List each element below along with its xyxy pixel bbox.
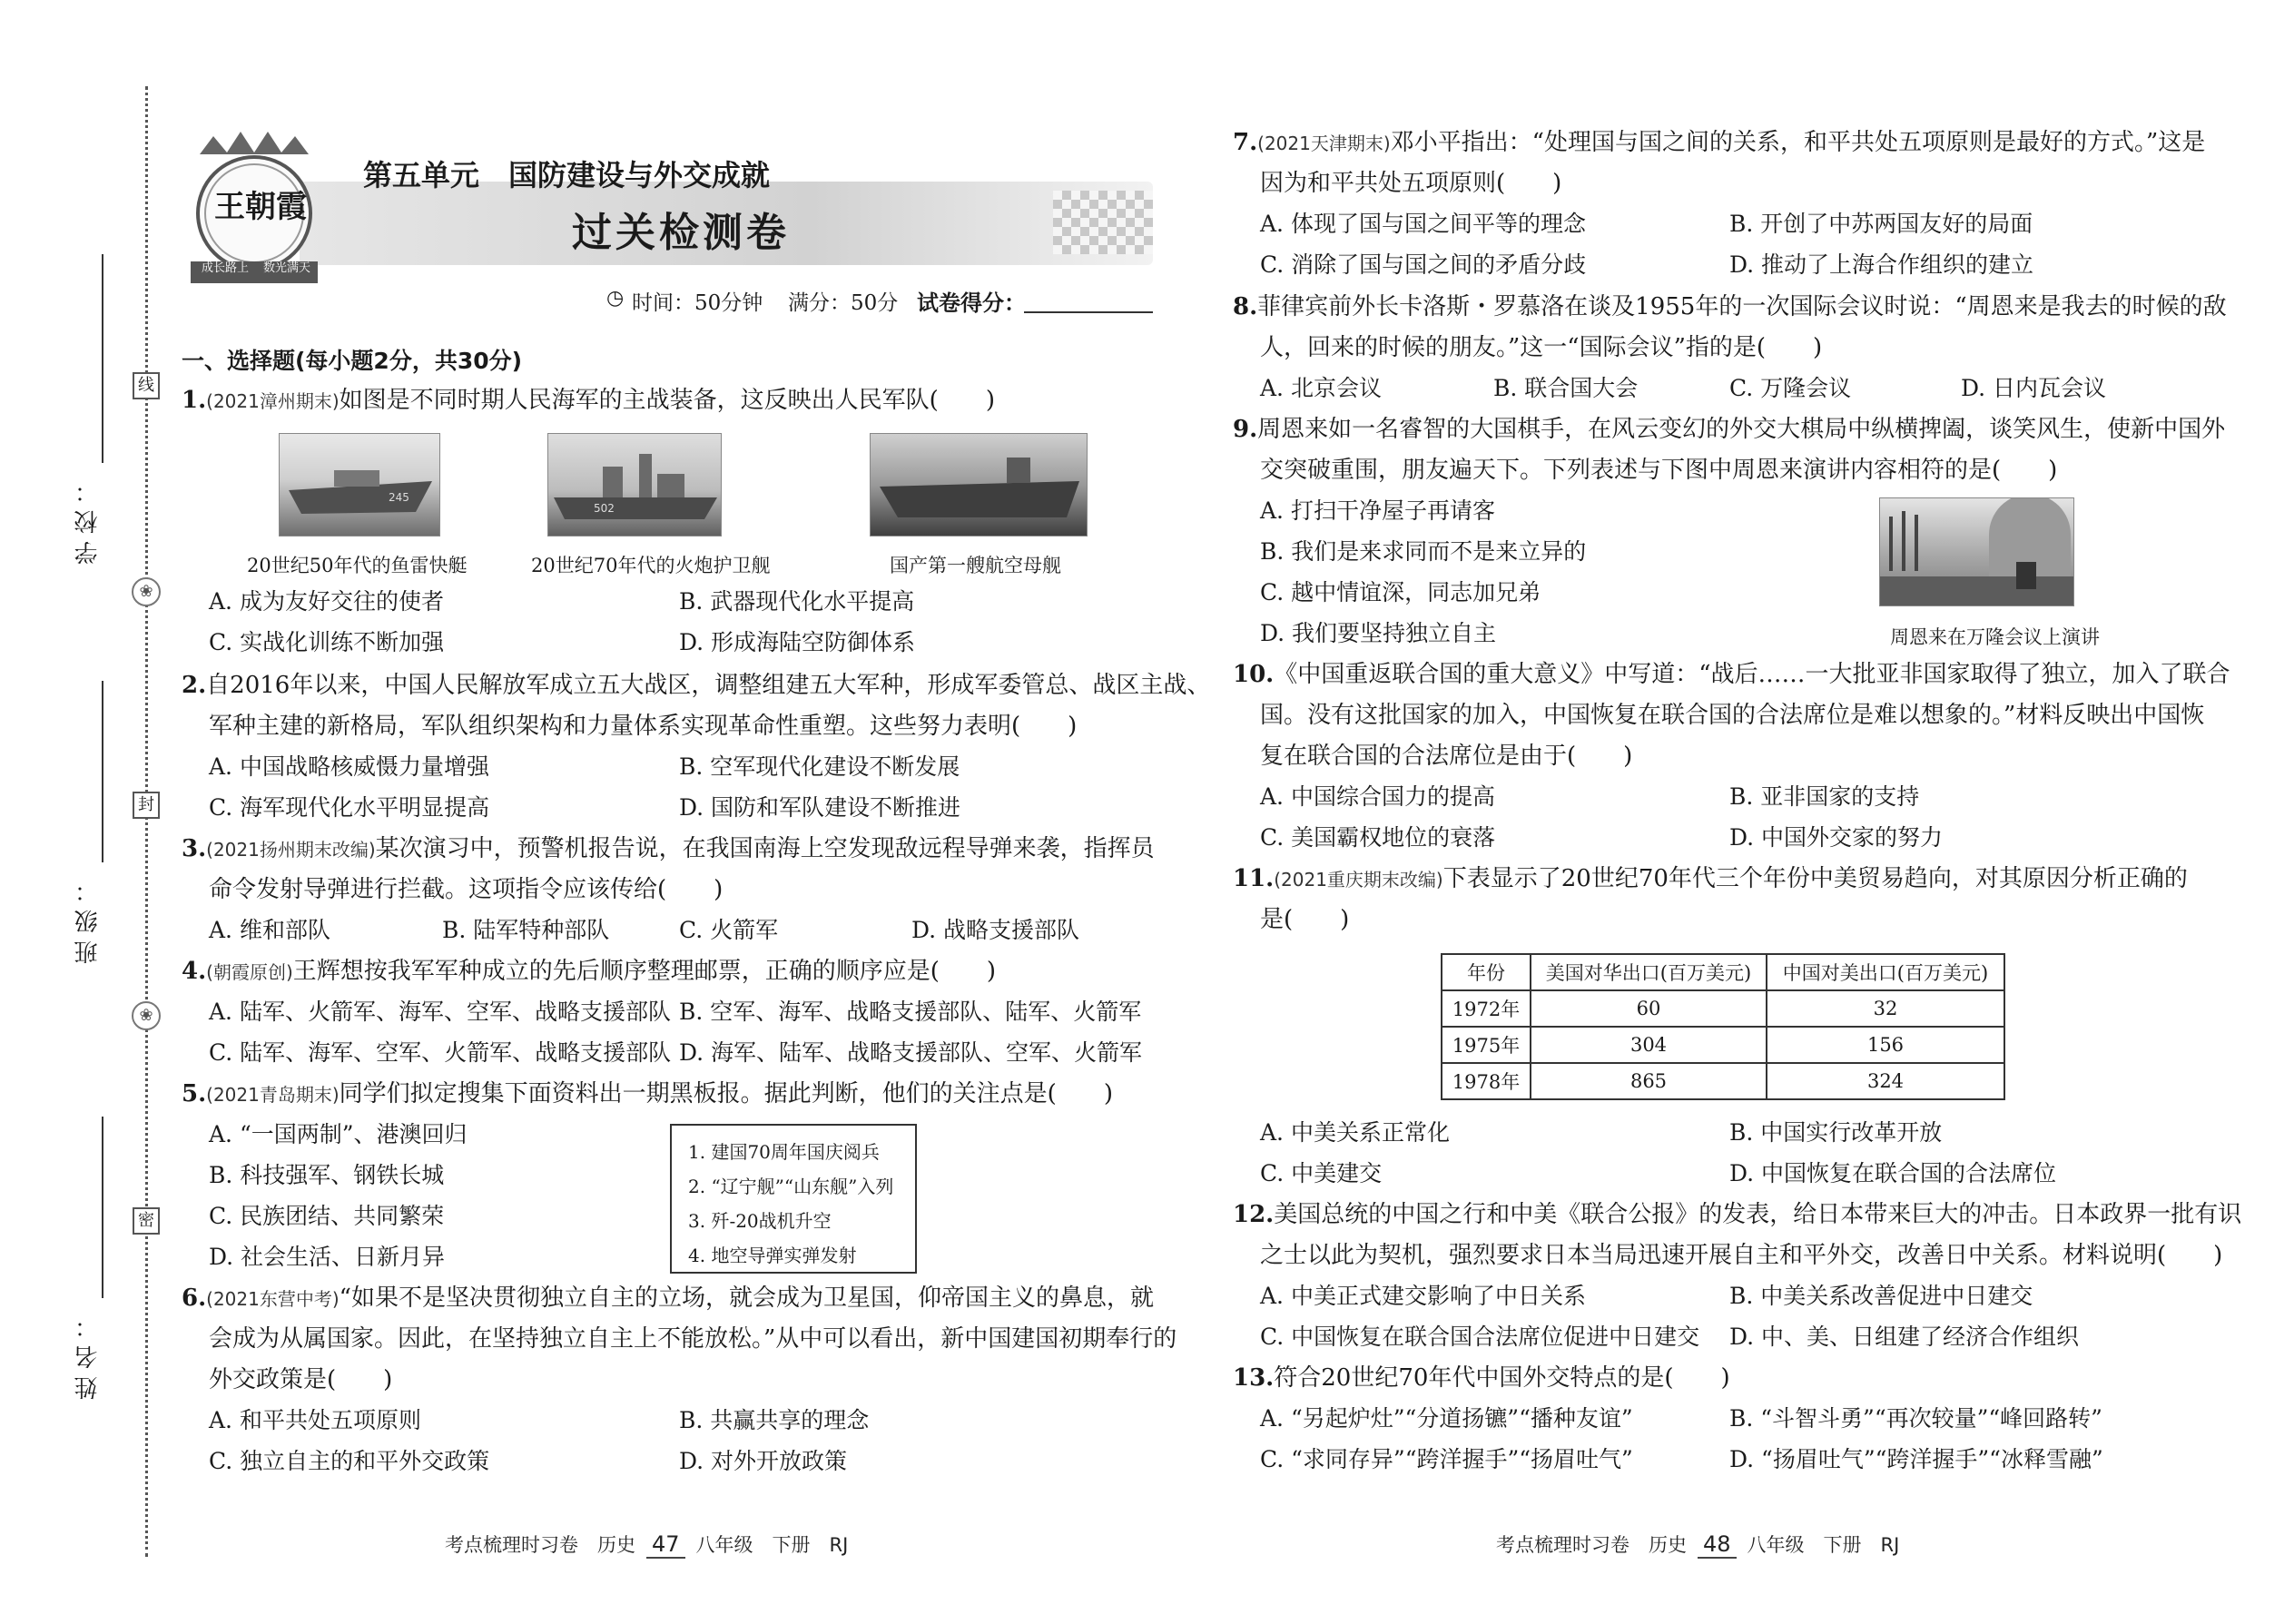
table-row: [1442, 1063, 2004, 1099]
q13-option-a[interactable]: A. “另起炉灶”“分道扬镳”“播种友谊”: [1260, 1405, 1633, 1432]
q9-option-d[interactable]: D. 我们要坚持独立自主: [1260, 620, 1497, 646]
q2-option-a[interactable]: A. 中国战略核威慑力量增强: [209, 753, 489, 780]
q11-source: (2021重庆期末改编): [1274, 869, 1443, 891]
q6-stem-1: “如果不是坚决贯彻独立自主的立场，就会成为卫星国，仰帝国主义的鼻息，就: [339, 1284, 1154, 1312]
question-7: [1233, 127, 2205, 159]
frigate-photo: [547, 433, 722, 536]
footer-grade: 八年级 下册 RJ: [1747, 1534, 1900, 1556]
q6-stem-3: 外交政策是( ): [209, 1366, 393, 1393]
q6-number: 6.: [182, 1284, 207, 1312]
q5-option-b[interactable]: B. 科技强军、钢铁长城: [209, 1162, 445, 1188]
q3-stem-1: 某次演习中，预警机报告说，在我国南海上空发现敌远程导弹来袭，指挥员: [375, 835, 1155, 862]
q8-option-b[interactable]: B. 联合国大会: [1493, 375, 1639, 401]
q7-option-c[interactable]: C. 消除了国与国之间的矛盾分歧: [1260, 251, 1587, 278]
q6-option-a[interactable]: A. 和平共处五项原则: [209, 1407, 421, 1433]
q10-stem-3: 复在联合国的合法席位是由于( ): [1260, 743, 1633, 770]
q3-stem-2: 命令发射导弹进行拦截。这项指令应该传给( ): [209, 876, 724, 903]
question-11: [1233, 863, 2188, 895]
q5-material-item: 4. 地空导弹实弹发射: [688, 1245, 857, 1266]
q11-option-b[interactable]: B. 中国实行改革开放: [1729, 1119, 1943, 1146]
question-4: [182, 956, 996, 988]
footer-series: 考点梳理时习卷 历史: [445, 1534, 635, 1556]
q5-option-a[interactable]: A. “一国两制”、港澳回归: [209, 1121, 468, 1147]
q6-source: (2021东营中考): [206, 1288, 340, 1310]
hull-number-502: 502: [594, 502, 615, 515]
q1-caption-3: 国产第一艘航空母舰: [890, 555, 1061, 576]
torpedo-boat-photo: [279, 433, 440, 536]
question-9: [1233, 414, 2225, 445]
q11-trade-table: [1441, 953, 2005, 1100]
q4-source: (朝霞原创): [206, 961, 293, 983]
q8-option-c[interactable]: C. 万隆会议: [1729, 375, 1852, 401]
table-cell: 1978年: [1442, 1063, 1531, 1099]
q3-number: 3.: [182, 835, 207, 862]
q9-stem-1: 周恩来如一名睿智的大国棋手，在风云变幻的外交大棋局中纵横捭阖，谈笑风生，使新中国外: [1257, 416, 2226, 443]
aircraft-carrier-photo: [870, 433, 1088, 536]
page-number-48: 48: [1698, 1531, 1737, 1559]
table-cell: 1975年: [1442, 1027, 1531, 1063]
q3-source: (2021扬州期末改编): [206, 839, 376, 861]
q11-option-a[interactable]: A. 中美关系正常化: [1260, 1119, 1450, 1146]
table-cell: 324: [1767, 1063, 2004, 1099]
question-12: [1233, 1199, 2241, 1230]
q10-option-a[interactable]: A. 中国综合国力的提高: [1260, 783, 1495, 810]
q9-option-c[interactable]: C. 越中情谊深，同志加兄弟: [1260, 579, 1541, 605]
table-row: [1442, 1027, 2004, 1063]
q7-number: 7.: [1233, 129, 1258, 156]
logo-text: 王朝霞: [214, 189, 307, 225]
q1-caption-1: 20世纪50年代的鱼雷快艇: [247, 555, 468, 576]
question-3: [182, 833, 1155, 865]
class-label: 班级：: [74, 871, 102, 964]
q4-stem: 王辉想按我军军种成立的先后顺序整理邮票，正确的顺序应是( ): [292, 958, 997, 985]
table-header-cell: 美国对华出口(百万美元): [1531, 954, 1767, 990]
q1-number: 1.: [182, 387, 207, 414]
test-title: 过关检测卷: [572, 210, 790, 256]
question-2: [182, 670, 1210, 701]
score-field[interactable]: [1024, 311, 1153, 313]
q8-stem-1: 菲律宾前外长卡洛斯・罗慕洛在谈及1955年的一次国际会议时说：“周恩来是我去的时候的敌: [1257, 293, 2227, 320]
question-13: [1233, 1363, 1730, 1393]
q11-stem-1: 下表显示了20世纪70年代三个年份中美贸易趋向，对其原因分析正确的: [1442, 865, 2188, 892]
q1-source: (2021漳州期末): [206, 390, 340, 412]
right-footer: [1496, 1530, 1899, 1558]
q1-stem: 如图是不同时期人民海军的主战装备，这反映出人民军队( ): [339, 387, 995, 414]
q3-option-c[interactable]: C. 火箭军: [679, 917, 779, 943]
q8-stem-2: 人，回来的时候的朋友。”这一“国际会议”指的是( ): [1260, 334, 1823, 361]
q4-number: 4.: [182, 958, 207, 985]
q13-number: 13.: [1233, 1364, 1275, 1392]
school-label: 学校：: [74, 472, 102, 565]
page-number-47: 47: [646, 1531, 685, 1559]
unit-title: 第五单元 国防建设与外交成就: [363, 158, 771, 192]
q5-material-item: 1. 建国70周年国庆阅兵: [688, 1141, 880, 1163]
q1-option-d[interactable]: D. 形成海陆空防御体系: [679, 629, 916, 655]
q9-option-b[interactable]: B. 我们是来求同而不是来立异的: [1260, 538, 1587, 565]
q7-option-b[interactable]: B. 开创了中苏两国友好的局面: [1729, 211, 2033, 237]
q5-option-c[interactable]: C. 民族团结、共同繁荣: [209, 1203, 445, 1229]
q9-stem-2: 交突破重围，朋友遍天下。下列表述与下图中周恩来演讲内容相符的是( ): [1260, 457, 2058, 484]
table-header-row: [1442, 954, 2004, 990]
banner-checker-decoration: [1053, 191, 1153, 254]
table-row: [1442, 990, 2004, 1027]
q11-number: 11.: [1233, 865, 1275, 892]
q1-option-b[interactable]: B. 武器现代化水平提高: [679, 588, 915, 615]
q3-option-a[interactable]: A. 维和部队: [209, 917, 330, 943]
q7-source: (2021天津期末): [1257, 133, 1391, 154]
q13-option-b[interactable]: B. “斗智斗勇”“再次较量”“峰回路转”: [1729, 1405, 2102, 1432]
binding-dotted-line: [145, 86, 148, 1557]
left-footer: [445, 1530, 848, 1558]
q6-stem-2: 会成为从属国家。因此，在坚持独立自主上不能放松。”从中可以看出，新中国建国初期奉行的: [209, 1325, 1177, 1353]
q7-option-a[interactable]: A. 体现了国与国之间平等的理念: [1260, 211, 1586, 237]
question-8: [1233, 291, 2227, 322]
q9-option-a[interactable]: A. 打扫干净屋子再请客: [1260, 497, 1495, 524]
q8-option-a[interactable]: A. 北京会议: [1260, 375, 1382, 401]
school-field[interactable]: [102, 254, 103, 463]
q12-option-c[interactable]: C. 中国恢复在联合国合法席位促进中日建交: [1260, 1324, 1700, 1350]
q7-stem-2: 因为和平共处五项原则( ): [1260, 170, 1562, 197]
q4-option-a[interactable]: A. 陆军、火箭军、海军、空军、战略支援部队: [209, 999, 671, 1025]
binding-knot-icon: ❀: [132, 1001, 161, 1030]
q6-option-d[interactable]: D. 对外开放政策: [679, 1448, 848, 1474]
q9-number: 9.: [1233, 416, 1258, 443]
table-cell: 156: [1767, 1027, 2004, 1063]
section-title: 一、选择题(每小题2分，共30分): [182, 348, 523, 374]
seal-mark-line: 线: [133, 372, 160, 399]
q2-option-c[interactable]: C. 海军现代化水平明显提高: [209, 794, 490, 821]
table-cell: 865: [1531, 1063, 1767, 1099]
name-label: 姓名：: [74, 1307, 102, 1400]
q12-option-b[interactable]: B. 中美关系改善促进中日建交: [1729, 1283, 2033, 1309]
q10-option-b[interactable]: B. 亚非国家的支持: [1729, 783, 1920, 810]
hull-number-245: 245: [389, 491, 409, 504]
binding-knot-icon: ❀: [132, 577, 161, 606]
q4-option-b[interactable]: B. 空军、海军、战略支援部队、陆军、火箭军: [679, 999, 1142, 1025]
footer-grade: 八年级 下册 RJ: [695, 1534, 849, 1556]
q12-number: 12.: [1233, 1201, 1275, 1228]
q13-stem: 符合20世纪70年代中国外交特点的是( ): [1274, 1364, 1730, 1392]
q1-option-c[interactable]: C. 实战化训练不断加强: [209, 629, 445, 655]
q3-option-b[interactable]: B. 陆军特种部队: [442, 917, 610, 943]
q2-number: 2.: [182, 672, 207, 699]
q2-stem-1: 自2016年以来，中国人民解放军成立五大战区，调整组建五大军种，形成军委管总、战区主战、: [206, 672, 1211, 699]
q11-stem-2: 是( ): [1260, 906, 1350, 933]
q13-option-d[interactable]: D. “扬眉吐气”“跨洋握手”“冰释雪融”: [1729, 1446, 2103, 1472]
question-1: [182, 385, 995, 417]
q8-number: 8.: [1233, 293, 1258, 320]
q8-option-d[interactable]: D. 日内瓦会议: [1961, 375, 2107, 401]
seal-mark-secret: 密: [133, 1207, 160, 1235]
q5-stem: 同学们拟定搜集下面资料出一期黑板报。据此判断，他们的关注点是( ): [339, 1080, 1113, 1107]
q10-stem-1: 《中国重返联合国的重大意义》中写道：“战后……一大批亚非国家取得了独立，加入了联合: [1274, 661, 2230, 688]
q12-stem-1: 美国总统的中国之行和中美《联合公报》的发表，给日本带来巨大的冲击。日本政界一批有识: [1274, 1201, 2242, 1228]
score-label: 试卷得分：: [917, 290, 1026, 316]
table-header-cell: 年份: [1442, 954, 1531, 990]
q1-option-a[interactable]: A. 成为友好交往的使者: [209, 588, 444, 615]
seal-mark-seal: 封: [133, 792, 160, 819]
q5-material-box: [670, 1124, 917, 1274]
q12-option-d[interactable]: D. 中、美、日组建了经济合作组织: [1729, 1324, 2080, 1350]
question-10: [1233, 659, 2230, 690]
table-header-cell: 中国对美出口(百万美元): [1767, 954, 2004, 990]
question-6: [182, 1283, 1154, 1314]
q10-number: 10.: [1233, 661, 1275, 688]
footer-series: 考点梳理时习卷 历史: [1496, 1534, 1687, 1556]
q12-option-a[interactable]: A. 中美正式建交影响了中日关系: [1260, 1283, 1586, 1309]
q5-option-d[interactable]: D. 社会生活、日新月异: [209, 1244, 446, 1270]
q9-photo-caption: 周恩来在万隆会议上演讲: [1890, 626, 2100, 648]
q2-option-d[interactable]: D. 国防和军队建设不断推进: [679, 794, 961, 821]
table-cell: 1972年: [1442, 990, 1531, 1027]
q5-material-item: 3. 歼-20战机升空: [688, 1210, 832, 1232]
class-field[interactable]: [102, 681, 103, 862]
name-field[interactable]: [102, 1117, 103, 1298]
question-5: [182, 1078, 1113, 1110]
table-cell: 60: [1531, 990, 1767, 1027]
table-cell: 32: [1767, 990, 2004, 1027]
q11-option-c[interactable]: C. 中美建交: [1260, 1160, 1383, 1186]
q12-stem-2: 之士以此为契机，强烈要求日本当局迅速开展自主和平外交，改善日中关系。材料说明( ): [1260, 1242, 2223, 1269]
q2-stem-2: 军种主建的新格局，军队组织架构和力量体系实现革命性重塑。这些努力表明( ): [209, 713, 1078, 740]
q6-option-c[interactable]: C. 独立自主的和平外交政策: [209, 1448, 490, 1474]
q5-number: 5.: [182, 1080, 207, 1107]
q4-option-c[interactable]: C. 陆军、海军、空军、火箭军、战略支援部队: [209, 1039, 672, 1066]
q4-option-d[interactable]: D. 海军、陆军、战略支援部队、空军、火箭军: [679, 1039, 1143, 1066]
q7-option-d[interactable]: D. 推动了上海合作组织的建立: [1729, 251, 2034, 278]
q13-option-c[interactable]: C. “求同存异”“跨洋握手”“扬眉吐气”: [1260, 1446, 1633, 1472]
time-limit: 时间：50分钟: [632, 291, 763, 315]
table-cell: 304: [1531, 1027, 1767, 1063]
q10-option-d[interactable]: D. 中国外交家的努力: [1729, 824, 1944, 851]
q10-option-c[interactable]: C. 美国霸权地位的衰落: [1260, 824, 1496, 851]
logo-motto-1: 成长路上: [202, 261, 250, 275]
logo-motto-2: 数光满天: [263, 261, 311, 275]
zhou-enlai-speech-photo: [1879, 497, 2074, 606]
clock-icon: ◷: [606, 287, 625, 310]
q3-option-d[interactable]: D. 战略支援部队: [911, 917, 1080, 943]
q5-source: (2021青岛期末): [206, 1084, 340, 1106]
q1-caption-2: 20世纪70年代的火炮护卫舰: [531, 555, 771, 576]
q10-stem-2: 国。没有这批国家的加入，中国恢复在联合国的合法席位是难以想象的。”材料反映出中国恢: [1260, 702, 2205, 729]
q11-option-d[interactable]: D. 中国恢复在联合国的合法席位: [1729, 1160, 2057, 1186]
full-score: 满分：50分: [788, 291, 899, 315]
q6-option-b[interactable]: B. 共赢共享的理念: [679, 1407, 870, 1433]
q2-option-b[interactable]: B. 空军现代化建设不断发展: [679, 753, 960, 780]
q7-stem-1: 邓小平指出：“处理国与国之间的关系，和平共处五项原则是最好的方式。”这是: [1390, 129, 2206, 156]
q5-material-item: 2. “辽宁舰”“山东舰”入列: [688, 1176, 894, 1197]
